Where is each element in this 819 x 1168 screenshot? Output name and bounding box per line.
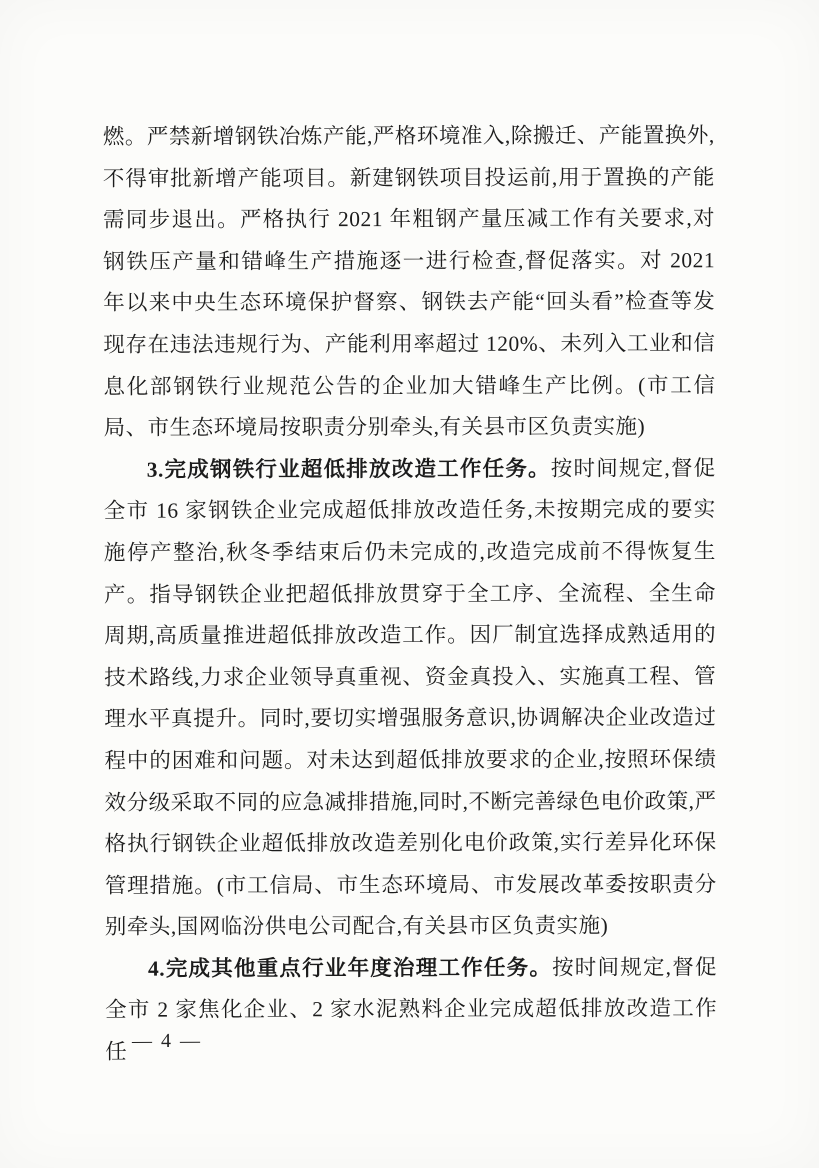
paragraph-item-4 [105,947,717,1073]
paragraph-text: 燃。严禁新增钢铁冶炼产能,严格环境准入,除搬迁、产能置换外,不得审批新增产能项目。新建钢铁项目投运前,用于置换的产能需同步退出。严格执行 2021 年粗钢产量压减工作有关要求,对钢铁压产量和错峰生产措施逐一进行检查,督促落实。对 2021 年以来中央生态环境保护督察、钢铁去产能“回头看”检查等发现存在违法违规行为、产能利用率超过 120%、未列入工业和信息化部钢铁行业规范公告的企业加大错峰生产比例。(市工信局、市生态环境局按职责分别牵头,有关县市区负责实施) [102,123,716,440]
page-number: — 4 — [131,1029,203,1053]
paragraph-bold-heading: 3.完成钢铁行业超低排放改造工作任务。 [146,456,551,482]
document-body [103,115,718,1073]
paragraph-text: 按时间规定,督促全市 2 家焦化企业、2 家水泥熟料企业完成超低排放改造工作任 [105,955,718,1064]
paragraph-text: 按时间规定,督促全市 16 家钢铁企业完成超低排放改造任务,未按期完成的要实施停产整治,秋冬季结束后仍未完成的,改造完成前不得恢复生产。指导钢铁企业把超低排放贯穿于全工序、全流程、全生命周期,高质量推进超低排放改造工作。因厂制宜选择成熟适用的技术路线,力求企业领导真重视、资金真投入、实施真工程、管理水平真提升。同时,要切实增强服务意识,协调解决企业改造过程中的困难和问题。对未达到超低排放要求的企业,按照环保绩效分级采取不同的应急减排措施,同时,不断完善绿色电价政策,严格执行钢铁企业超低排放改造差别化电价政策,实行差异化环保管理措施。(市工信局、市生态环境局、市发展改革委按职责分别牵头,国网临汾供电公司配合,有关县市区负责实施) [103,455,717,940]
paragraph-continuation [103,115,716,449]
paragraph-bold-heading: 4.完成其他重点行业年度治理工作任务。 [147,955,553,981]
paragraph-item-3 [104,448,717,949]
